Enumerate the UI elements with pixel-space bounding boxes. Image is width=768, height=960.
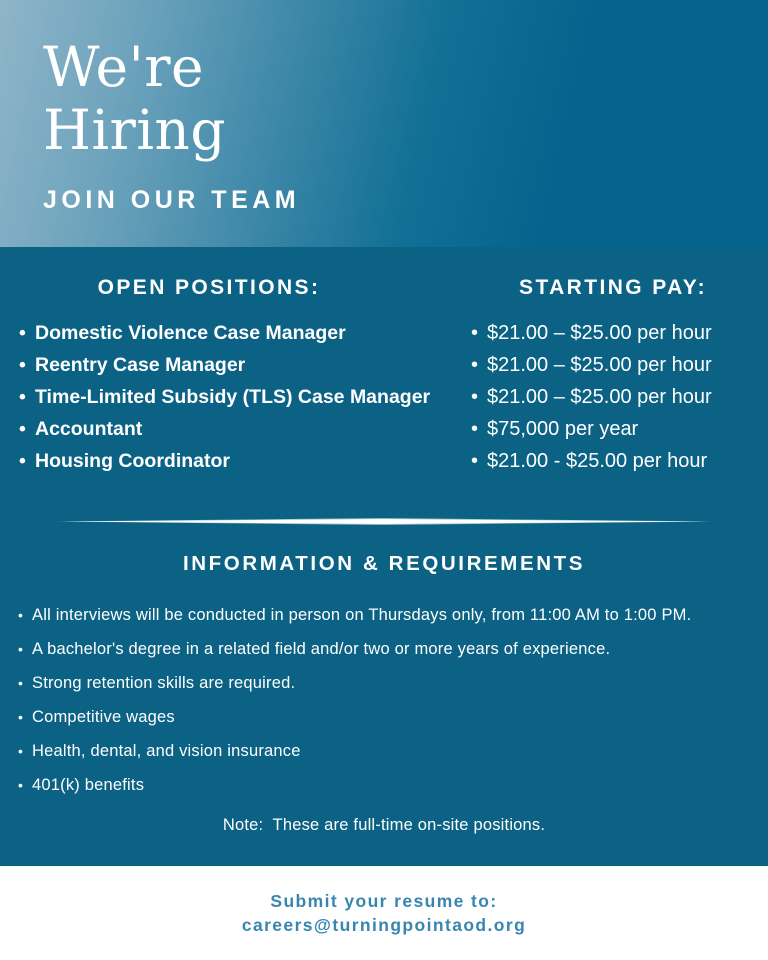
- position-label: Accountant: [35, 418, 143, 440]
- list-item: [18, 742, 768, 760]
- bullet-icon: •: [18, 743, 24, 759]
- bullet-icon: •: [471, 418, 479, 440]
- pay-label: $21.00 - $25.00 per hour: [487, 450, 708, 472]
- position-label: Time-Limited Subsidy (TLS) Case Manager: [35, 386, 431, 408]
- bullet-icon: •: [18, 777, 24, 793]
- bullet-icon: •: [19, 322, 26, 344]
- list-item: [471, 387, 768, 407]
- position-label: Reentry Case Manager: [35, 354, 246, 376]
- info-item-label: Strong retention skills are required.: [32, 674, 296, 692]
- bullet-icon: •: [18, 641, 24, 657]
- bullet-icon: •: [19, 450, 26, 472]
- list-item: [18, 606, 768, 624]
- list-item: [471, 323, 768, 343]
- title-line-2: Hiring: [43, 98, 227, 162]
- header-section: [0, 0, 768, 247]
- list-item: [18, 640, 768, 658]
- list-item: [471, 451, 768, 471]
- position-label: Domestic Violence Case Manager: [35, 322, 346, 344]
- open-positions-list: [0, 323, 458, 471]
- info-item-label: Health, dental, and vision insurance: [32, 742, 301, 760]
- title-line-1: We're: [43, 35, 205, 99]
- list-item: [18, 708, 768, 726]
- bullet-icon: •: [471, 450, 479, 472]
- info-item-label: All interviews will be conducted in person on Thursdays only, from 11:00 AM to 1:00 PM.: [32, 606, 692, 624]
- list-item: [18, 776, 768, 794]
- open-positions-column: [0, 276, 458, 483]
- pay-label: $75,000 per year: [487, 418, 639, 440]
- starting-pay-list: [458, 323, 768, 471]
- info-item-label: 401(k) benefits: [32, 776, 145, 794]
- bullet-icon: •: [471, 322, 479, 344]
- list-item: [19, 451, 458, 471]
- footer-section: [0, 866, 768, 960]
- note-text: Note: These are full-time on-site positions.: [222, 816, 546, 834]
- list-item: [19, 419, 458, 439]
- open-positions-heading: OPEN POSITIONS:: [97, 276, 321, 299]
- position-label: Housing Coordinator: [35, 450, 230, 472]
- bullet-icon: •: [18, 607, 24, 623]
- bullet-icon: •: [19, 386, 26, 408]
- pay-label: $21.00 – $25.00 per hour: [487, 354, 712, 376]
- divider-line: [55, 517, 713, 526]
- list-item: [19, 355, 458, 375]
- info-requirements-list: [0, 606, 768, 794]
- page-title: [43, 36, 768, 162]
- body-section: [0, 247, 768, 866]
- bullet-icon: •: [18, 709, 24, 725]
- bullet-icon: •: [18, 675, 24, 691]
- info-requirements-heading: INFORMATION & REQUIREMENTS: [182, 552, 586, 575]
- starting-pay-column: [458, 276, 768, 483]
- columns: [0, 276, 768, 483]
- bullet-icon: •: [471, 354, 479, 376]
- info-item-label: Competitive wages: [32, 708, 175, 726]
- list-item: [471, 355, 768, 375]
- list-item: [19, 387, 458, 407]
- bullet-icon: •: [19, 418, 26, 440]
- pay-label: $21.00 – $25.00 per hour: [487, 322, 712, 344]
- pay-label: $21.00 – $25.00 per hour: [487, 386, 712, 408]
- submit-resume-text: Submit your resume to:: [270, 891, 498, 911]
- list-item: [18, 674, 768, 692]
- subtitle: JOIN OUR TEAM: [43, 186, 301, 214]
- list-item: [19, 323, 458, 343]
- starting-pay-heading: STARTING PAY:: [519, 276, 707, 299]
- bullet-icon: •: [19, 354, 26, 376]
- careers-email: careers@turningpointaod.org: [241, 915, 527, 935]
- info-item-label: A bachelor's degree in a related field and/or two or more years of experience.: [32, 640, 611, 658]
- bullet-icon: •: [471, 386, 479, 408]
- list-item: [471, 419, 768, 439]
